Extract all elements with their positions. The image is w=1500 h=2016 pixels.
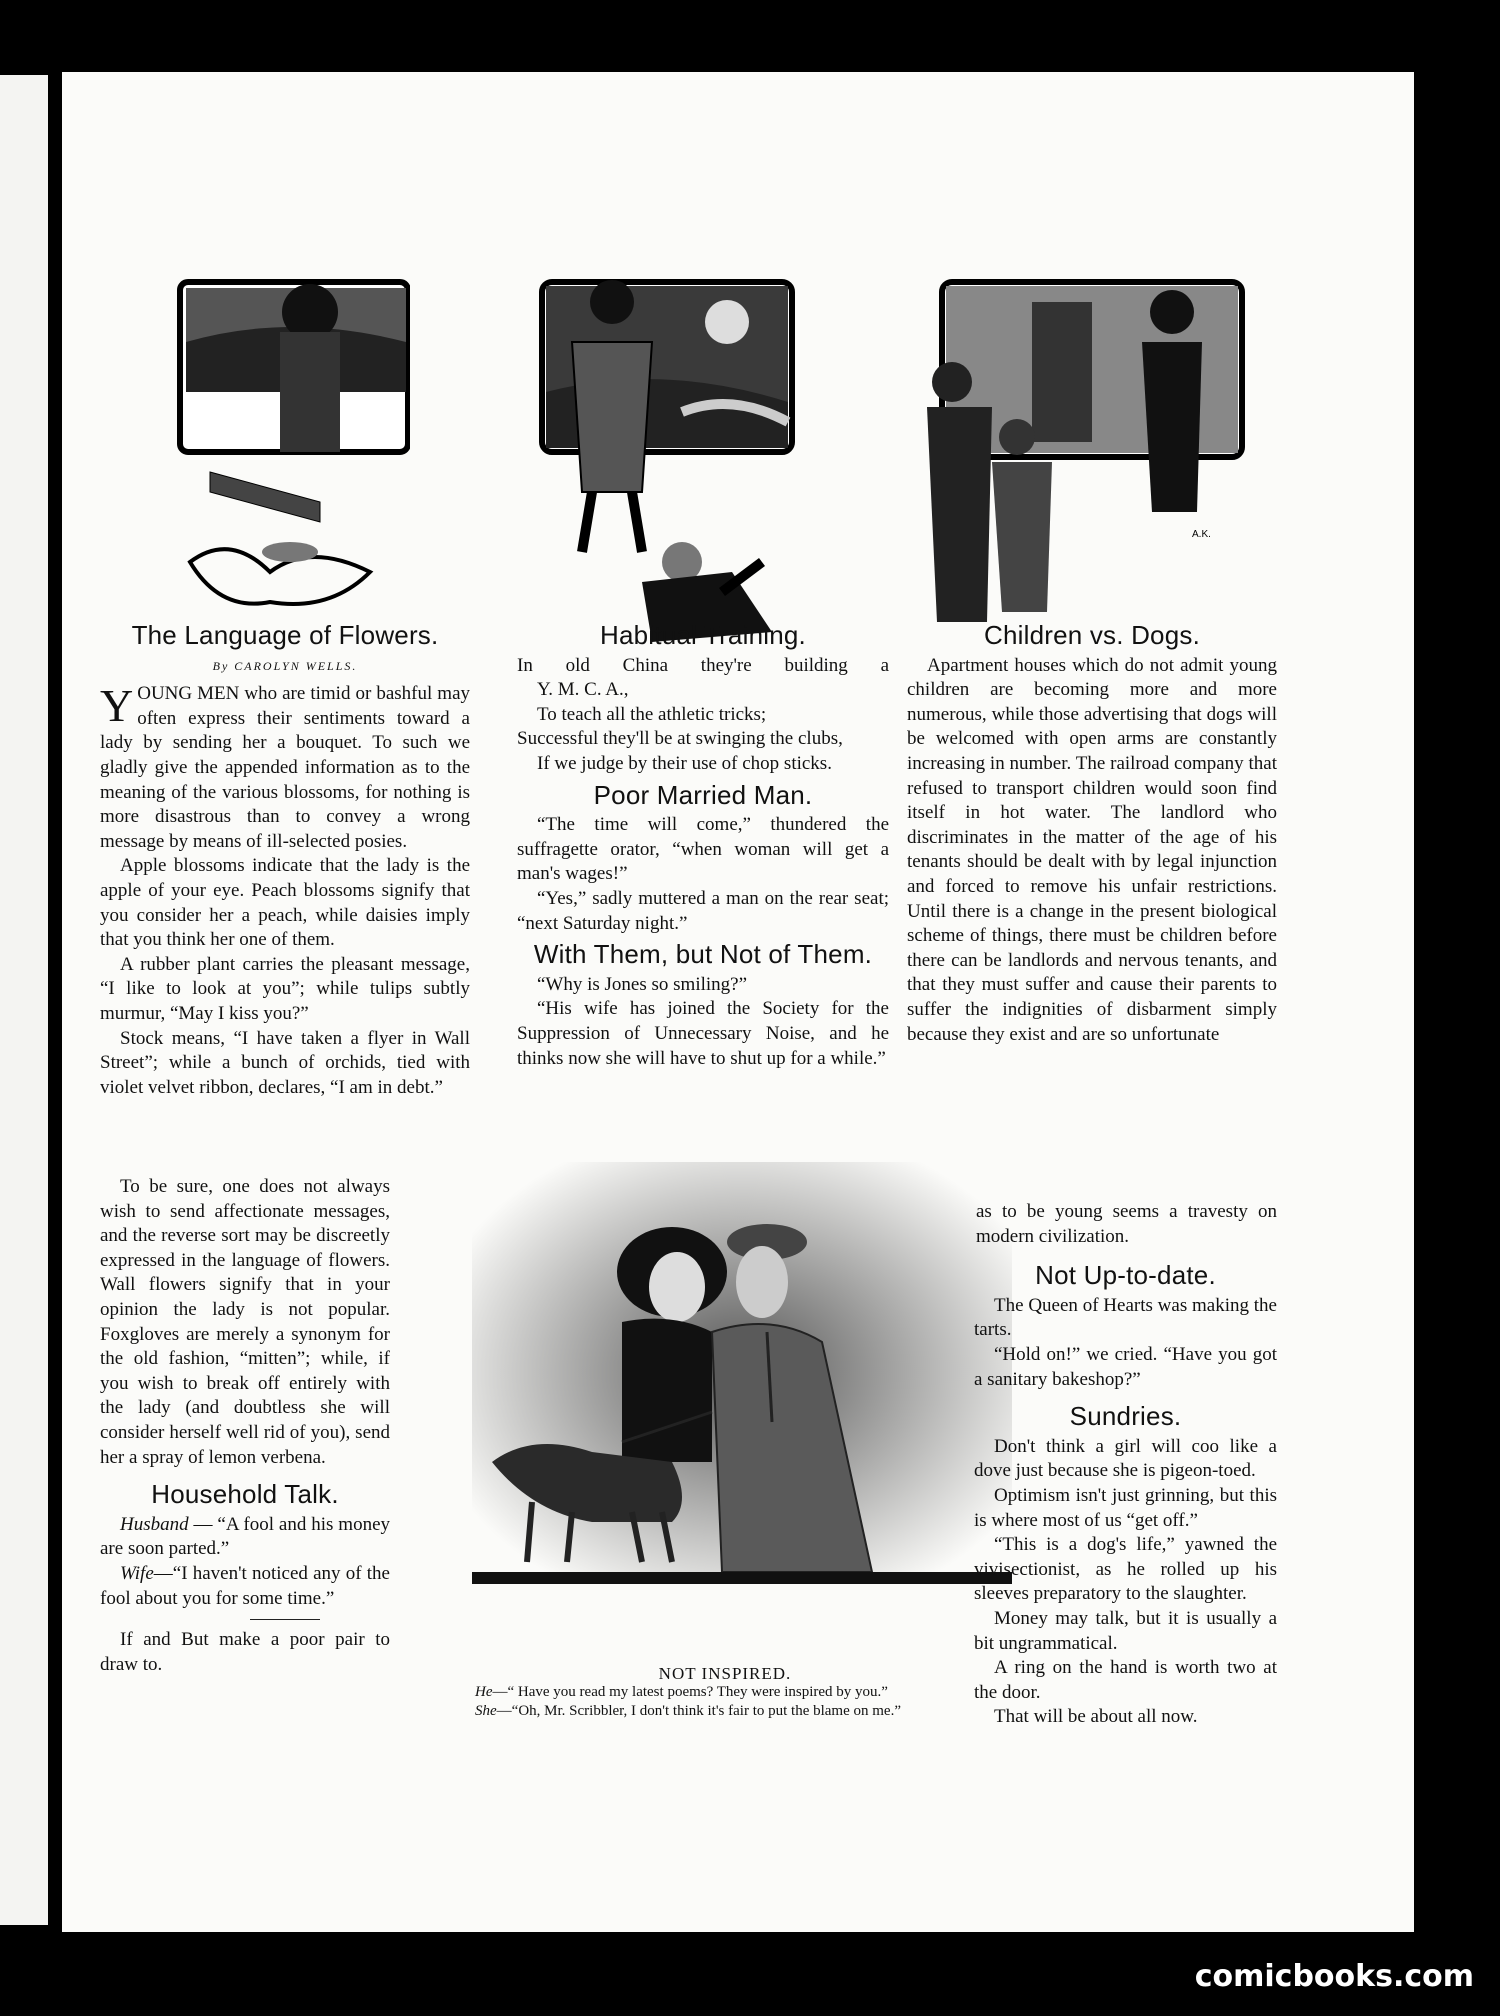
paragraph: Apple blossoms indicate that the lady is the apple of your eye. Peach blossoms signify that you consider her a peach, while daisies imply that you think her one of them. (100, 855, 470, 951)
paragraph: OUNG MEN who are timid or bashful may often express their sentiments toward a lady by sending her a bouquet. To such we gladly give the appended information as to the meaning of the various blossoms, for nothing is more disastrous than to convey a wrong message by means of ill-selected posies. (100, 683, 470, 852)
paragraph: A ring on the hand is worth two at the door. (974, 1657, 1277, 1703)
article-title-not-up-to-date: Not Up-to-date. (1035, 1260, 1216, 1291)
article-title-language-of-flowers: The Language of Flowers. (131, 620, 439, 650)
column-2 (517, 617, 889, 1071)
speaker-label: Wife (120, 1562, 154, 1584)
article-title-household-talk: Household Talk. (151, 1479, 339, 1510)
dialogue-line: —“I haven't noticed any of the fool about you for some time.” (100, 1562, 390, 1609)
drop-cap: Y (100, 680, 134, 732)
caption-title: NOT INSPIRED. (658, 1664, 792, 1683)
svg-text:A.K.: A.K. (1192, 529, 1211, 540)
paragraph-continued: as to be young seems a travesty on modern civilization. (976, 1201, 1277, 1247)
illustration-caption (445, 1664, 1005, 1721)
paragraph: “His wife has joined the Society for the Suppression of Unnecessary Noise, and he thinks now she will have to shut up for a while.” (517, 998, 889, 1069)
paragraph: If and But make a poor pair to draw to. (100, 1629, 390, 1675)
verse-line: To teach all the athletic tricks; (537, 703, 767, 725)
paragraph: A rubber plant carries the pleasant message, “I like to look at you”; while tulips subtly murmur, “May I kiss you?” (100, 953, 470, 1024)
column-1 (100, 617, 470, 1100)
verse-line: Y. M. C. A., (537, 679, 629, 701)
speaker-label: Husband (120, 1513, 189, 1535)
verse-line: Successful they'll be at swinging the clubs, (517, 728, 843, 750)
divider (250, 1619, 320, 1620)
dialogue-line: — “A fool and his money are soon parted.” (100, 1513, 390, 1560)
watermark: comicbooks.com (1194, 1959, 1474, 1994)
byline: By CAROLYN WELLS. (212, 658, 358, 673)
article-title-habitual-training: Habitual Training. (600, 620, 806, 650)
verse-line: If we judge by their use of chop sticks. (537, 752, 832, 774)
column-1-narrow (100, 1175, 390, 1677)
paragraph: “Hold on!” we cried. “Have you got a sanitary bakeshop?” (974, 1343, 1277, 1390)
cartoon-sailor (170, 192, 410, 632)
illustration-couple-with-dog (472, 1162, 1012, 1602)
paragraph: Money may talk, but it is usually a bit ungrammatical. (974, 1607, 1277, 1654)
paragraph: To be sure, one does not always wish to send affectionate messages, and the reverse sort may be discreetly expressed in the language of flowers. Wall flowers signify that in your opinion the lady is not popular. Foxgloves are merely a synonym for the old fashion, “mitten”; while, if you wish to break off entirely with the lady (and doubtless she will consider herself well rid of you), send her a spray of lemon verbena. (100, 1176, 390, 1468)
paragraph: “This is a dog's life,” yawned the vivisectionist, as he rolled up his sleeves preparatory to the slaughter. (974, 1534, 1277, 1605)
paragraph: “Yes,” sadly muttered a man on the rear seat; “next Saturday night.” (517, 887, 889, 934)
paragraph: The Queen of Hearts was making the tarts. (974, 1294, 1277, 1341)
column-3-narrow (974, 1200, 1277, 1730)
caption-line: —“ Have you read my latest poems? They were inspired by you.” (492, 1684, 888, 1700)
cartoon-hotel-doorman (912, 192, 1292, 642)
article-title-children-vs-dogs: Children vs. Dogs. (983, 620, 1201, 650)
paragraph: That will be about all now. (994, 1706, 1198, 1728)
paragraph: Stock means, “I have taken a flyer in Wall Street”; while a bunch of orchids, tied with violet velvet ribbon, declares, “I am in debt.” (100, 1027, 470, 1098)
speaker-label: She (475, 1703, 497, 1719)
adjacent-page-edge (0, 75, 48, 1925)
paragraph: Optimism isn't just grinning, but this is where most of us “get off.” (974, 1484, 1277, 1531)
speaker-label: He (475, 1684, 493, 1700)
cartoon-policeman-moon (532, 192, 802, 672)
paragraph: “The time will come,” thundered the suffragette orator, “when woman will get a man's wages!” (517, 814, 889, 885)
paragraph: “Why is Jones so smiling?” (537, 973, 748, 995)
magazine-page (62, 72, 1414, 1932)
column-3 (907, 617, 1277, 1047)
article-title-poor-married-man: Poor Married Man. (593, 779, 813, 810)
article-title-with-them: With Them, but Not of Them. (533, 939, 873, 970)
paragraph: Apartment houses which do not admit young children are becoming more and more numerous, while those advertising that dogs will be welcomed with open arms are constantly increasing in number. The railroad company that refused to transport children would soon find itself in hot water. The landlord who discriminates in the matter of the age of his tenants should be dealt with by legal injunction and forced to remove his unfair restrictions. Until there is a change in the present biological scheme of things, there must be children before there can be landlords and nervous tenants, and that they must suffer and cause their parents to suffer the indignities of disbarment simply because they exist and are so unfortunate (907, 654, 1277, 1045)
article-title-sundries: Sundries. (1069, 1401, 1182, 1432)
caption-line: —“Oh, Mr. Scribbler, I don't think it's fair to put the blame on me.” (496, 1703, 901, 1719)
paragraph: Don't think a girl will coo like a dove just because she is pigeon-toed. (974, 1435, 1277, 1482)
verse-line: In old China they're building a (517, 654, 889, 676)
